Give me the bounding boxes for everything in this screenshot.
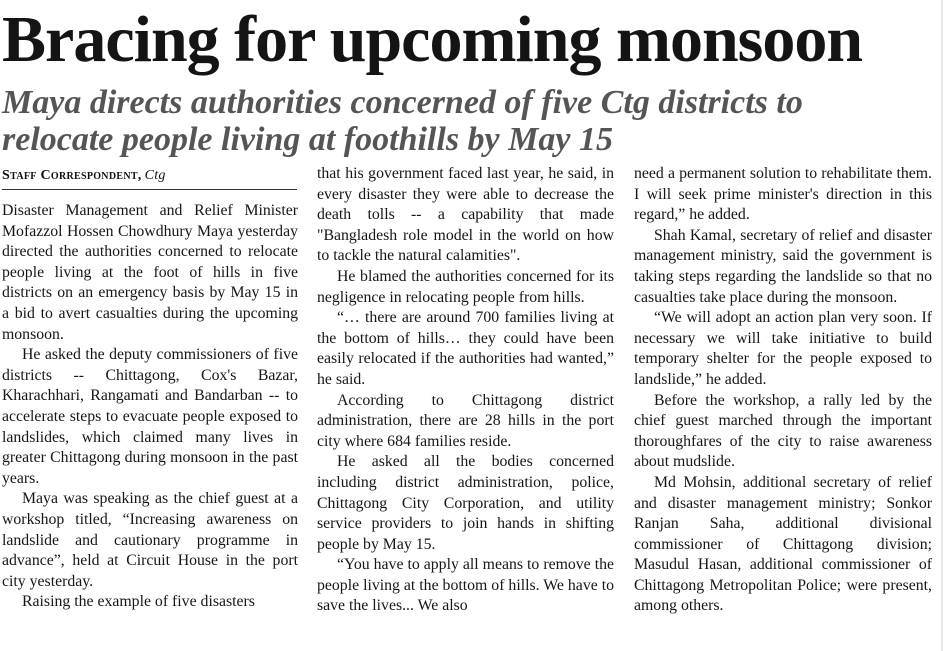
paragraph: He asked the deputy commissioners of five districts -- Chittagong, Cox's Bazar, Kharachhari, Rangamati and Bandarban -- to accelerate steps to evacuate people exposed to landslides, which claimed many lives in greater Chittagong during monsoon in the past years. (2, 346, 298, 487)
article-column-3 (634, 164, 932, 617)
paragraph: Maya was speaking as the chief guest at a workshop titled, “Increasing awareness on landslide and cautionary programme in advance”, held at Circuit House in the port city yesterday. (2, 490, 298, 590)
byline-author: Staff Correspondent, (2, 168, 142, 183)
paragraph: He asked all the bodies concerned including district administration, police, Chittagong City Corporation, and utility service providers to join hands in shifting people by May 15. (317, 453, 614, 553)
paragraph: He blamed the authorities concerned for its negligence in relocating people from hills. (317, 267, 614, 306)
byline-location: Ctg (144, 168, 166, 183)
article-column-2 (317, 164, 614, 617)
article-column-1 (2, 201, 298, 613)
page-edge-divider (941, 0, 943, 651)
paragraph: need a permanent solution to rehabilitate them. I will seek prime minister's direction in this regard,” he added. (634, 165, 932, 224)
paragraph: “We will adopt an action plan very soon. If necessary we will take initiative to build temporary shelter for the people exposed to landslide,” he added. (634, 309, 932, 388)
paragraph: Raising the example of five disasters (22, 593, 255, 611)
subheadline-line-2: relocate people living at foothills by May 15 (2, 121, 613, 158)
paragraph: According to Chittagong district administration, there are 28 hills in the port city where 684 families reside. (317, 391, 614, 450)
paragraph: Disaster Management and Relief Minister Mofazzol Hossen Chowdhury Maya yesterday directed the authorities concerned to relocate people living at the foot of hills in five districts on an emergency basis by May 15 in a bid to avert casualties during the upcoming monsoon. (2, 202, 298, 343)
paragraph: “… there are around 700 families living at the bottom of hills… they could have been easily relocated if the authorities had wanted,” he said. (317, 309, 614, 388)
byline (2, 166, 297, 190)
paragraph: Md Mohsin, additional secretary of relief and disaster management ministry; Sonkor Ranjan Saha, additional divisional commissioner of Chittagong division; Masudul Hasan, additional commissioner of Chittagong Metropolitan Police; were present, among others. (634, 473, 932, 615)
headline: Bracing for upcoming monsoon (2, 3, 863, 76)
subheadline-line-1: Maya directs authorities concerned of five Ctg districts to (2, 84, 803, 121)
paragraph: Shah Kamal, secretary of relief and disaster management ministry, said the government is taking steps regarding the landslide so that no casualties take place during the monsoon. (634, 226, 932, 306)
paragraph: “You have to apply all means to remove the people living at the bottom of hills. We have to save the lives... We also (317, 556, 614, 615)
paragraph: that his government faced last year, he said, in every disaster they were able to decrease the death tolls -- a capability that made "Bangladesh role model in the world on how to tackle the natural calamities". (317, 165, 614, 265)
paragraph: Before the workshop, a rally led by the chief guest marched through the important thoroughfares of the city to raise awareness about mudslide. (634, 391, 932, 471)
subheadline (2, 84, 932, 158)
